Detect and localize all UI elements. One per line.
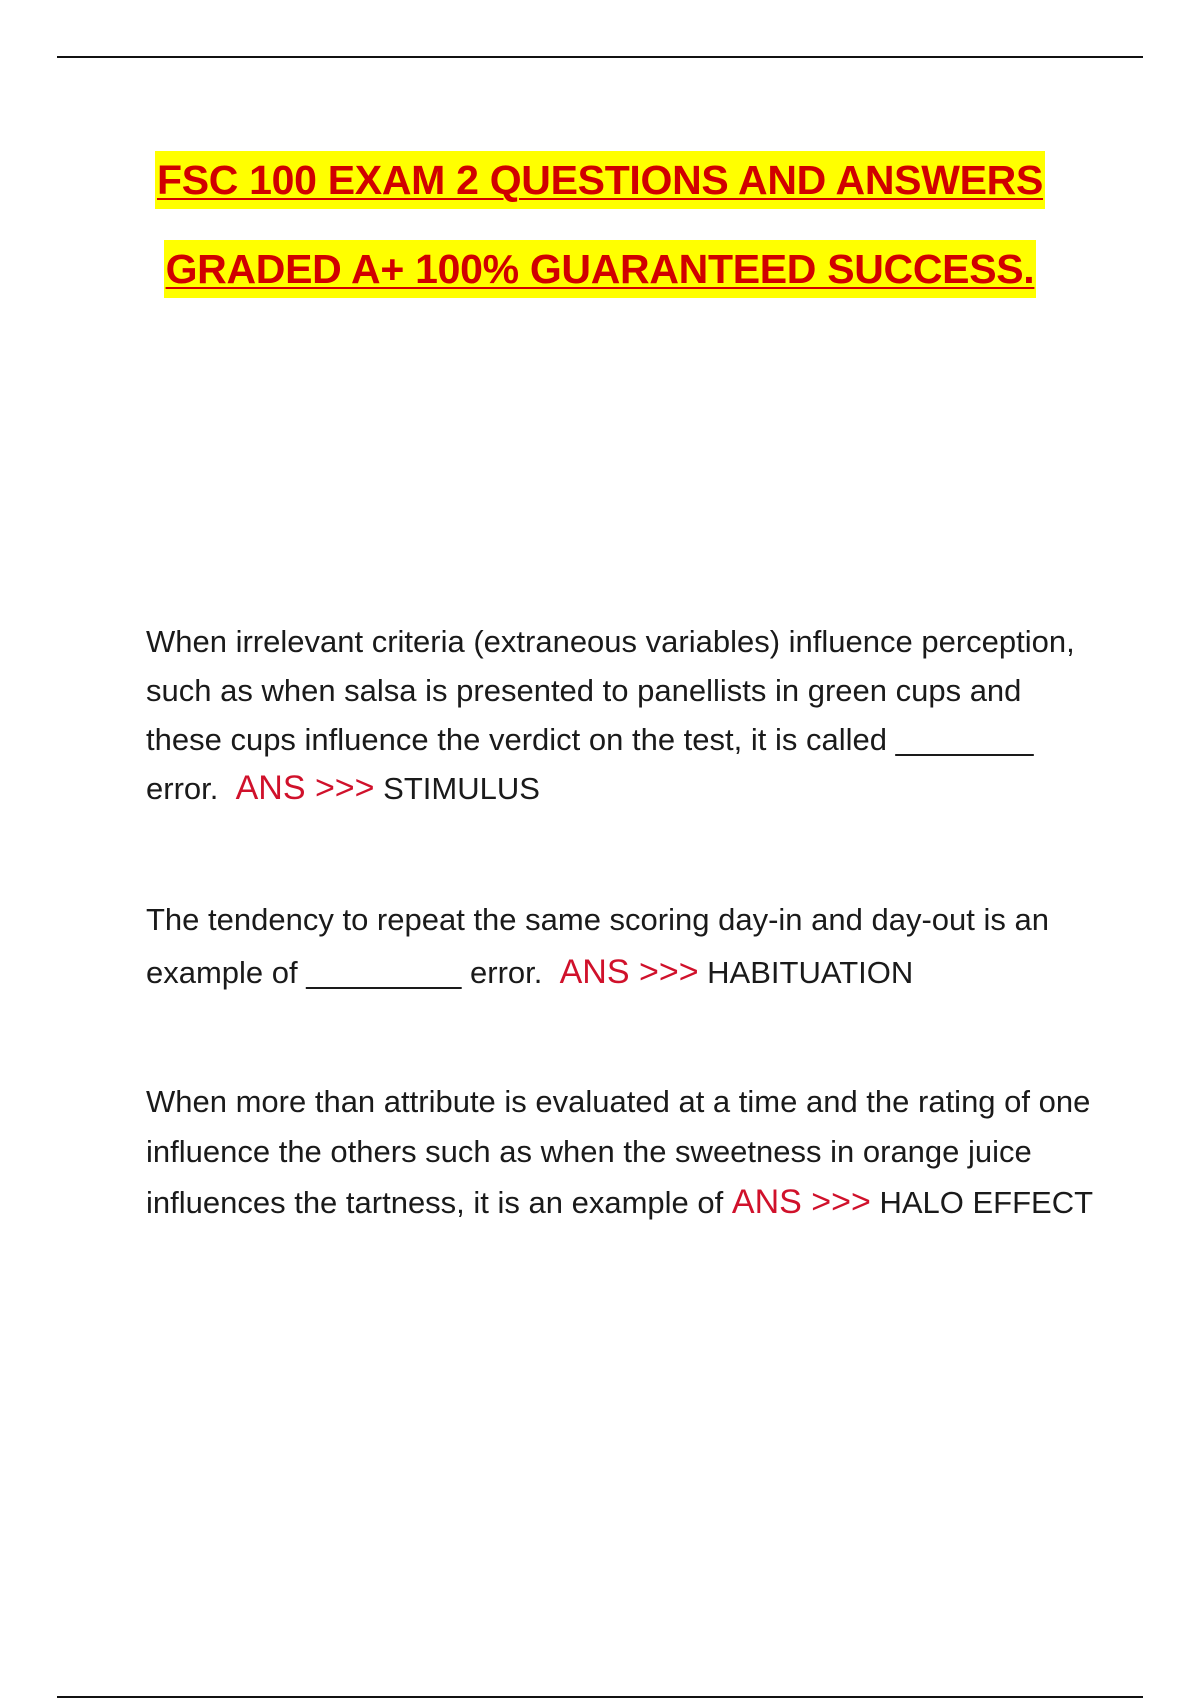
bottom-rule [57, 1696, 1143, 1698]
question-2-text: The tendency to repeat the same scoring day-in and day-out is an example of _________ error. [146, 902, 1049, 990]
question-3-ans-label: ANS >>> [731, 1183, 871, 1221]
question-2-ans-label: ANS >>> [559, 953, 699, 991]
question-2 [146, 894, 1096, 999]
question-1-text: When irrelevant criteria (extraneous variables) influence perception, such as when salsa is presented to panellists in green cups and these cups influence the verdict on the test, it is called ________ error. [146, 624, 1075, 806]
title-line-2-text: GRADED A+ 100% GUARANTEED SUCCESS. [164, 240, 1037, 298]
top-rule [57, 56, 1143, 58]
question-2-answer: HABITUATION [707, 955, 914, 990]
document-title [0, 145, 1200, 323]
question-1-ans-label: ANS >>> [235, 769, 375, 807]
title-line-1-text: FSC 100 EXAM 2 QUESTIONS AND ANSWERS [155, 151, 1045, 209]
title-line-1 [0, 145, 1200, 234]
question-1-answer: STIMULUS [383, 771, 540, 806]
question-1 [146, 617, 1096, 813]
question-3 [146, 1077, 1096, 1228]
title-line-2 [0, 234, 1200, 323]
question-3-text: When more than attribute is evaluated at a time and the rating of one influence the others such as when the sweetness in orange juice influences the tartness, it is an example of [146, 1084, 1091, 1220]
question-3-answer: HALO EFFECT [879, 1185, 1094, 1220]
